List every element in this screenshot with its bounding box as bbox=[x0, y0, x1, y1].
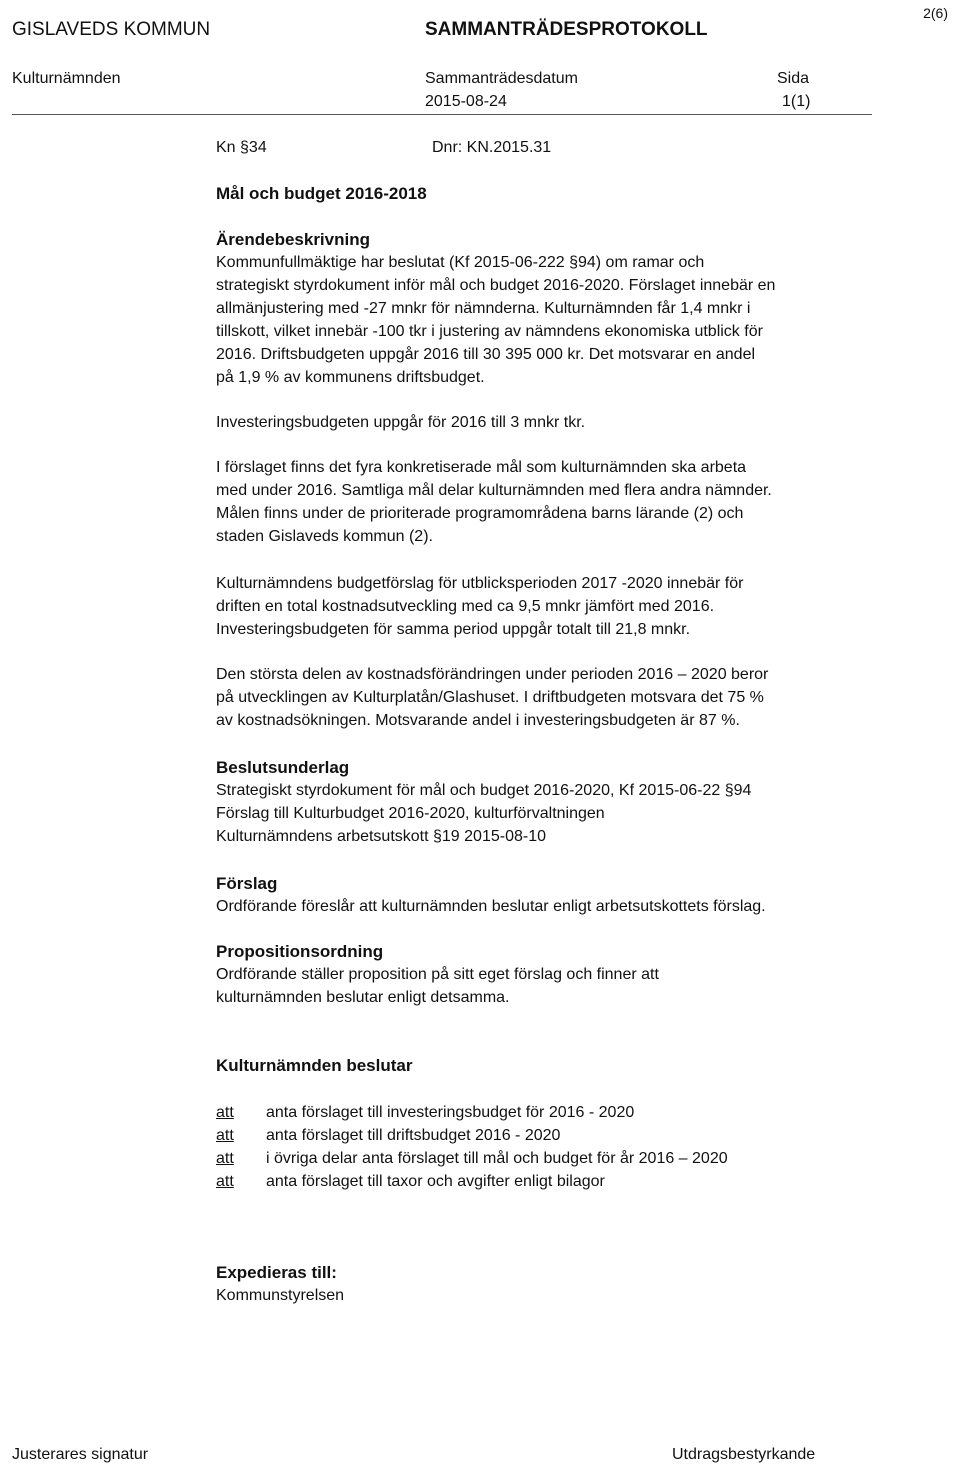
arende-line: 2016. Driftsbudgeten uppgår 2016 till 30 395 000 kr. Det motsvarar en andel bbox=[216, 346, 756, 363]
section-number: Kn §34 bbox=[216, 139, 267, 156]
decision-item bbox=[216, 1124, 866, 1147]
forslag-heading: Förslag bbox=[216, 874, 278, 893]
forslag-text: Ordförande föreslår att kulturnämnden beslutar enligt arbetsutskottets förslag. bbox=[216, 898, 766, 915]
outlook-line: Kulturnämndens budgetförslag för utblicksperioden 2017 -2020 innebär för bbox=[216, 575, 744, 592]
case-title: Mål och budget 2016-2018 bbox=[216, 184, 427, 203]
goals-line: staden Gislaveds kommun (2). bbox=[216, 528, 433, 545]
propositionsordning-line: Ordförande ställer proposition på sitt eget förslag och finner att bbox=[216, 966, 659, 983]
meeting-date-label: Sammanträdesdatum bbox=[425, 70, 578, 87]
arende-line: tillskott, vilket innebär -100 tkr i justering av nämndens ekonomiska utblick för bbox=[216, 323, 763, 340]
arende-line: på 1,9 % av kommunens driftsbudget. bbox=[216, 369, 485, 386]
decision-item bbox=[216, 1101, 866, 1124]
expedieras-heading: Expedieras till: bbox=[216, 1263, 337, 1282]
diary-number: Dnr: KN.2015.31 bbox=[432, 139, 552, 156]
page-number: 2(6) bbox=[923, 5, 948, 21]
propositionsordning-heading: Propositionsordning bbox=[216, 942, 384, 961]
decision-text: anta förslaget till taxor och avgifter enligt bilagor bbox=[266, 1173, 605, 1190]
att-label: att bbox=[216, 1173, 234, 1190]
outlook-line: Investeringsbudgeten för samma period uppgår totalt till 21,8 mnkr. bbox=[216, 621, 691, 638]
beslutsunderlag-item: Förslag till Kulturbudget 2016-2020, kulturförvaltningen bbox=[216, 805, 605, 822]
cost-line: på utvecklingen av Kulturplatån/Glashuset. I driftbudgeten motsvara det 75 % bbox=[216, 689, 764, 706]
att-label: att bbox=[216, 1127, 234, 1144]
beslutsunderlag-item: Strategiskt styrdokument för mål och budget 2016-2020, Kf 2015-06-22 §94 bbox=[216, 782, 752, 799]
decision-text: i övriga delar anta förslaget till mål och budget för år 2016 – 2020 bbox=[266, 1150, 728, 1167]
certified-extract-label: Utdragsbestyrkande bbox=[672, 1446, 816, 1463]
att-label: att bbox=[216, 1104, 234, 1121]
protocol-body bbox=[216, 136, 866, 1307]
page-label: Sida bbox=[777, 70, 810, 87]
arende-line: strategiskt styrdokument inför mål och budget 2016-2020. Förslaget innebär en bbox=[216, 277, 776, 294]
propositionsordning-line: kulturnämnden beslutar enligt detsamma. bbox=[216, 989, 510, 1006]
committee-name: Kulturnämnden bbox=[12, 70, 121, 87]
goals-line: Målen finns under de prioriterade programområdena barns lärande (2) och bbox=[216, 505, 744, 522]
decision-item bbox=[216, 1147, 866, 1170]
cost-line: av kostnadsökningen. Motsvarande andel i investeringsbudgeten är 87 %. bbox=[216, 712, 740, 729]
att-label: att bbox=[216, 1150, 234, 1167]
case-reference bbox=[216, 136, 866, 159]
decision-text: anta förslaget till investeringsbudget för 2016 - 2020 bbox=[266, 1104, 635, 1121]
arende-line: allmänjustering med -27 mnkr för nämnderna. Kulturnämnden får 1,4 mnkr i bbox=[216, 300, 751, 317]
goals-line: med under 2016. Samtliga mål delar kulturnämnden med flera andra nämnder. bbox=[216, 482, 772, 499]
header-divider bbox=[12, 114, 872, 115]
arende-line: Kommunfullmäktige har beslutat (Kf 2015-06-222 §94) om ramar och bbox=[216, 254, 705, 271]
page-value: 1(1) bbox=[782, 93, 811, 110]
expedieras-recipient: Kommunstyrelsen bbox=[216, 1287, 345, 1304]
arende-heading: Ärendebeskrivning bbox=[216, 230, 370, 249]
outlook-line: driften en total kostnadsutveckling med ca 9,5 mnkr jämfört med 2016. bbox=[216, 598, 715, 615]
cost-line: Den största delen av kostnadsförändringen under perioden 2016 – 2020 beror bbox=[216, 666, 769, 683]
beslut-heading: Kulturnämnden beslutar bbox=[216, 1056, 413, 1075]
adjuster-signature-label: Justerares signatur bbox=[12, 1446, 149, 1463]
beslutsunderlag-item: Kulturnämndens arbetsutskott §19 2015-08-10 bbox=[216, 828, 546, 845]
meeting-date: 2015-08-24 bbox=[425, 93, 507, 110]
document-type: SAMMANTRÄDESPROTOKOLL bbox=[425, 19, 708, 40]
goals-line: I förslaget finns det fyra konkretiserade mål som kulturnämnden ska arbeta bbox=[216, 459, 747, 476]
investment-paragraph: Investeringsbudgeten uppgår för 2016 till 3 mnkr tkr. bbox=[216, 414, 586, 431]
decision-item bbox=[216, 1170, 866, 1193]
beslutsunderlag-heading: Beslutsunderlag bbox=[216, 758, 350, 777]
organization-name: GISLAVEDS KOMMUN bbox=[12, 19, 211, 40]
decision-text: anta förslaget till driftsbudget 2016 - 2020 bbox=[266, 1127, 561, 1144]
